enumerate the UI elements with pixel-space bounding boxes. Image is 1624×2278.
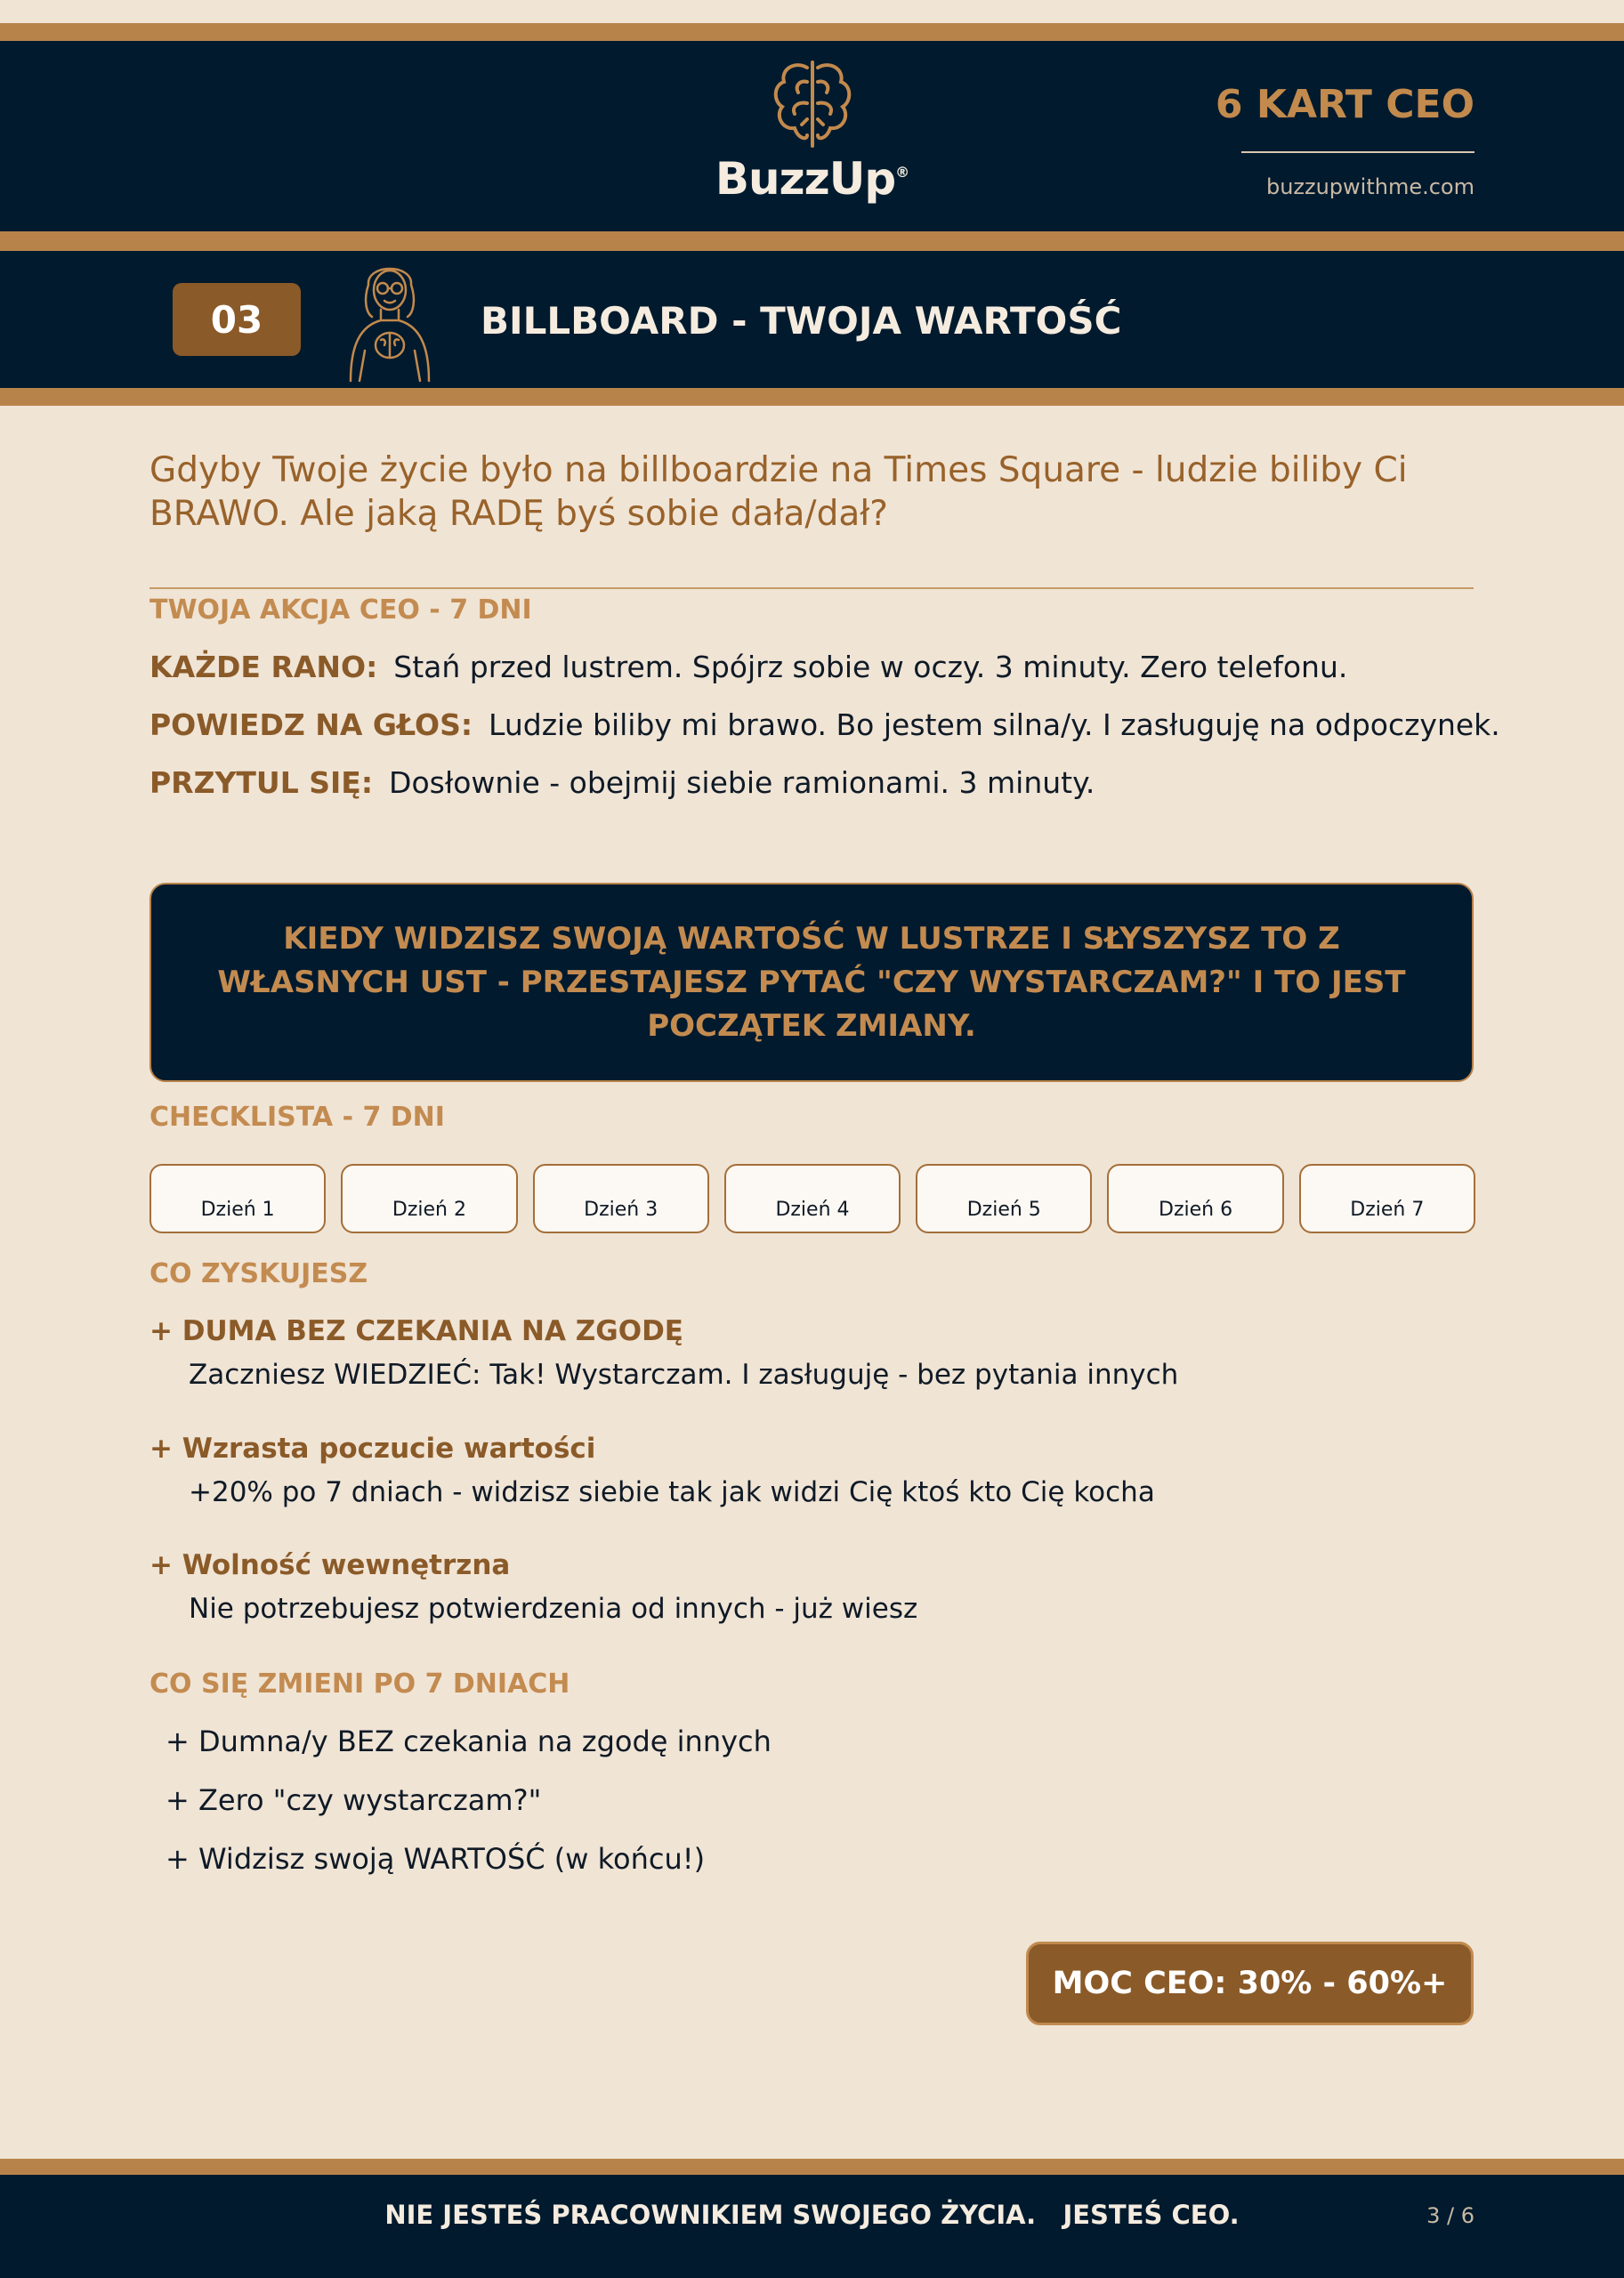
day-checkbox[interactable]: Dzień 4 bbox=[724, 1164, 901, 1233]
section-divider bbox=[149, 587, 1474, 589]
quote-box bbox=[149, 883, 1474, 1082]
action-item bbox=[149, 650, 1347, 684]
gain-description: Nie potrzebujesz potwierdzenia od innych - już wiesz bbox=[189, 1593, 918, 1625]
brand-logo bbox=[712, 57, 912, 205]
gain-description: Zaczniesz WIEDZIEĆ: Tak! Wystarczam. I zasługuję - bez pytania innych bbox=[189, 1359, 1179, 1391]
day-checklist bbox=[149, 1164, 1475, 1233]
gain-title: + Wzrasta poczucie wartości bbox=[149, 1433, 596, 1465]
gains-heading: CO ZYSKUJESZ bbox=[149, 1258, 368, 1289]
gain-title: + Wolność wewnętrzna bbox=[149, 1549, 511, 1581]
action-label: KAŻDE RANO: bbox=[149, 650, 378, 684]
quote-text: KIEDY WIDZISZ SWOJĄ WARTOŚĆ W LUSTRZE I SŁYSZYSZ TO Z WŁASNYCH UST - PRZESTAJESZ PYTAĆ "CZY WYSTARCZAM?" I TO JEST POCZĄTEK ZMIANY. bbox=[217, 920, 1406, 1044]
action-item bbox=[149, 707, 1500, 742]
change-item: + Zero "czy wystarczam?" bbox=[166, 1783, 542, 1817]
moc-ceo-badge: MOC CEO: 30% - 60%+ bbox=[1026, 1942, 1474, 2025]
day-checkbox[interactable]: Dzień 3 bbox=[533, 1164, 709, 1233]
logo-text: BuzzUp bbox=[715, 153, 896, 205]
woman-with-brain-icon bbox=[342, 258, 438, 383]
brain-icon bbox=[768, 57, 857, 149]
day-checkbox[interactable]: Dzień 7 bbox=[1299, 1164, 1475, 1233]
action-label: POWIEDZ NA GŁOS: bbox=[149, 707, 473, 742]
day-checkbox[interactable]: Dzień 6 bbox=[1107, 1164, 1283, 1233]
change-item: + Widzisz swoją WARTOŚĆ (w końcu!) bbox=[166, 1842, 706, 1876]
action-heading: TWOJA AKCJA CEO - 7 DNI bbox=[149, 594, 532, 626]
changes-heading: CO SIĘ ZMIENI PO 7 DNIACH bbox=[149, 1668, 570, 1700]
footer-tagline: NIE JESTEŚ PRACOWNIKIEM SWOJEGO ŻYCIA. JESTEŚ CEO. bbox=[384, 2200, 1240, 2230]
gain-description: +20% po 7 dniach - widzisz siebie tak jak widzi Cię ktoś kto Cię kocha bbox=[189, 1476, 1155, 1508]
card-title: BILLBOARD - TWOJA WARTOŚĆ bbox=[481, 299, 1122, 343]
card-number-badge: 03 bbox=[173, 283, 301, 356]
title-divider bbox=[1241, 151, 1475, 153]
action-text: Stań przed lustrem. Spójrz sobie w oczy. 3 minuty. Zero telefonu. bbox=[393, 650, 1348, 684]
footer-gold-band bbox=[0, 2159, 1624, 2175]
page-number: 3 / 6 bbox=[1426, 2203, 1475, 2228]
website-link[interactable]: buzzupwithme.com bbox=[1265, 174, 1475, 199]
action-item bbox=[149, 765, 1095, 800]
header-gold-band bbox=[0, 231, 1624, 251]
series-title: 6 KART CEO bbox=[1215, 82, 1475, 127]
action-text: Dosłownie - obejmij siebie ramionami. 3 minuty. bbox=[389, 765, 1095, 800]
section-gold-band bbox=[0, 388, 1624, 406]
change-item: + Dumna/y BEZ czekania na zgodę innych bbox=[166, 1725, 772, 1758]
action-label: PRZYTUL SIĘ: bbox=[149, 765, 374, 800]
registered-mark: ® bbox=[895, 164, 909, 181]
checklist-heading: CHECKLISTA - 7 DNI bbox=[149, 1102, 445, 1133]
lead-question: Gdyby Twoje życie było na billboardzie na Times Square - ludzie biliby Ci BRAWO. Ale jaką RADĘ byś sobie dała/dał? bbox=[149, 450, 1408, 534]
action-text: Ludzie biliby mi brawo. Bo jestem silna/y. I zasługuję na odpoczynek. bbox=[489, 707, 1500, 742]
day-checkbox[interactable]: Dzień 1 bbox=[149, 1164, 326, 1233]
gain-title: + DUMA BEZ CZEKANIA NA ZGODĘ bbox=[149, 1315, 683, 1347]
day-checkbox[interactable]: Dzień 5 bbox=[916, 1164, 1092, 1233]
day-checkbox[interactable]: Dzień 2 bbox=[341, 1164, 517, 1233]
top-gold-band bbox=[0, 23, 1624, 41]
